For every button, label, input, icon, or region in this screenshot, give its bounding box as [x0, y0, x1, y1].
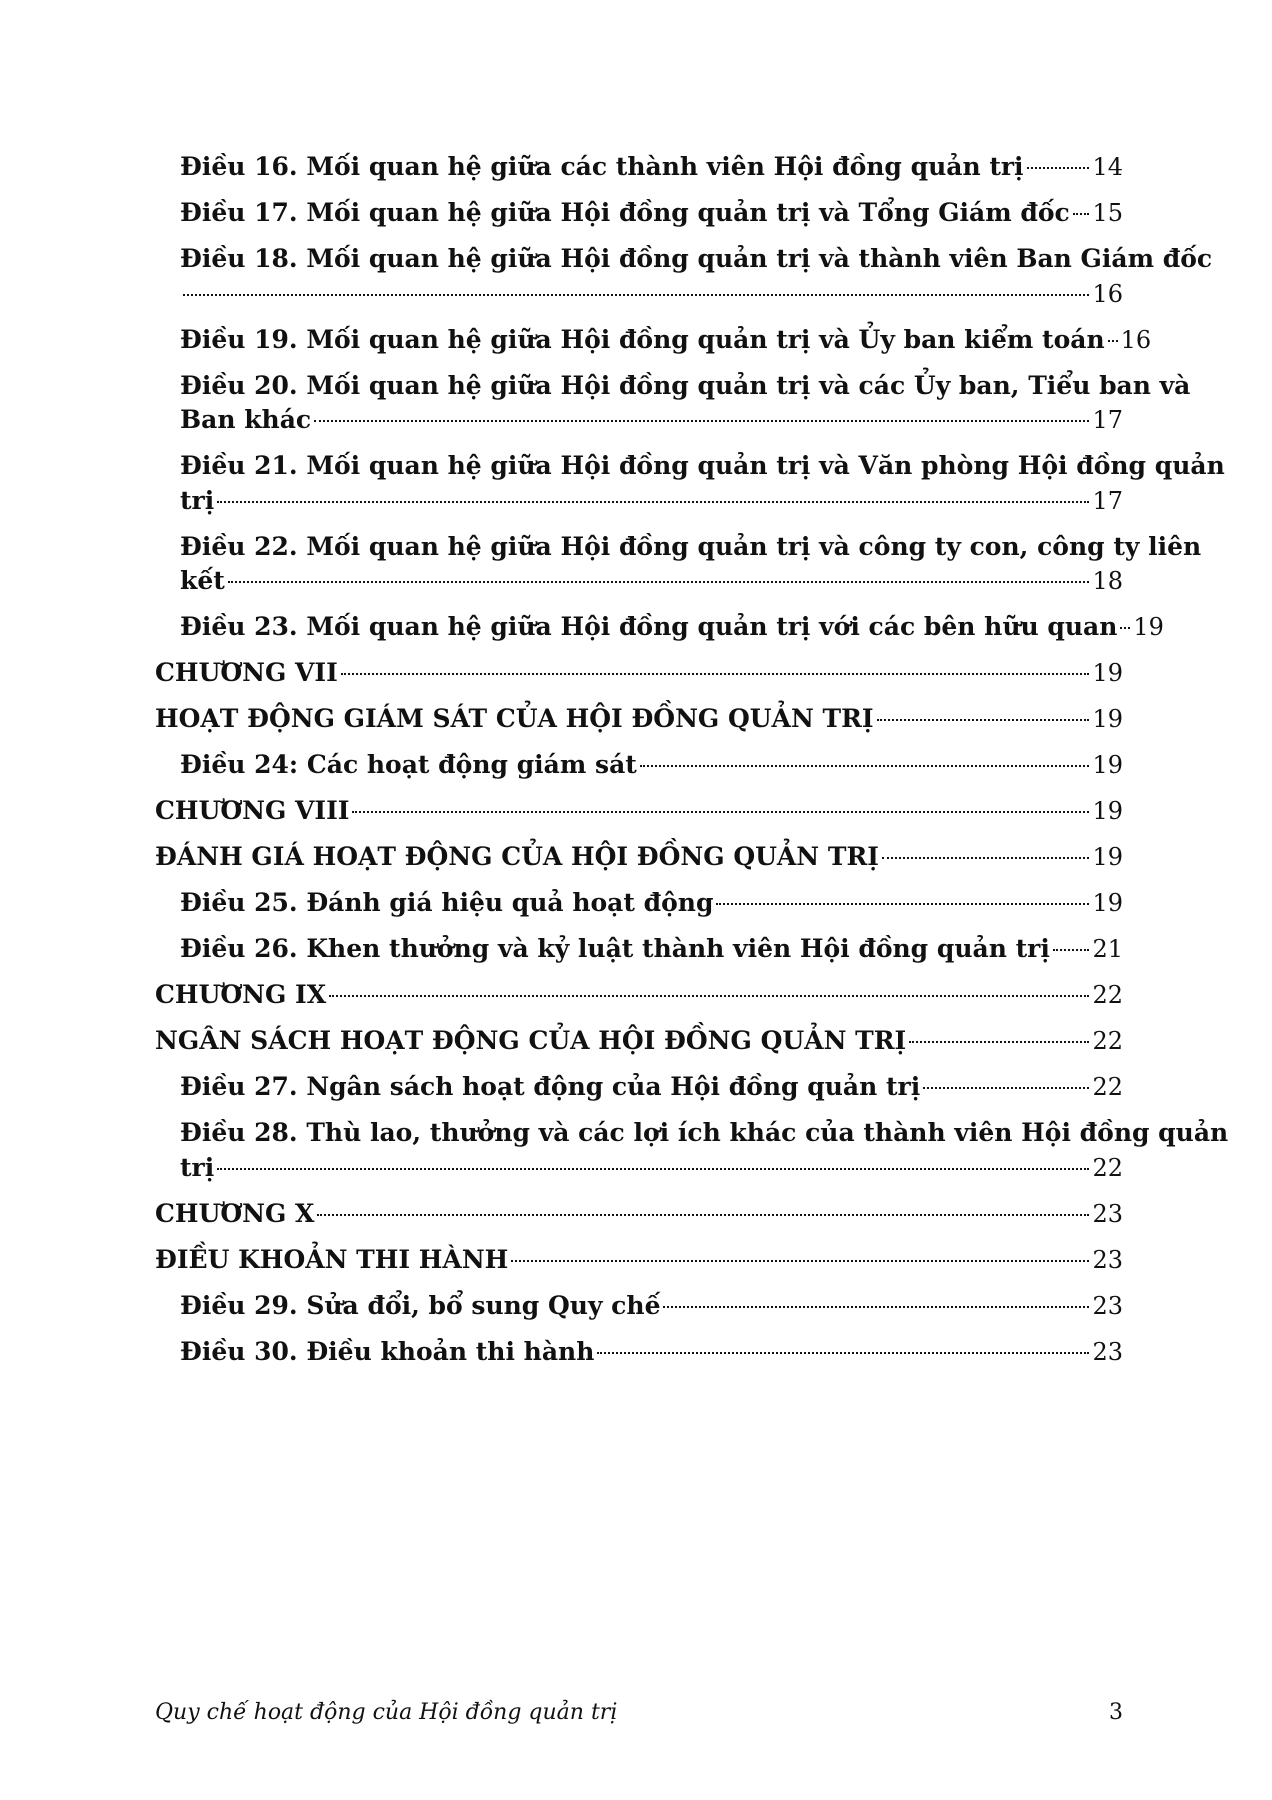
toc-page-number: 19 — [1133, 613, 1164, 641]
toc-entry-title: Điều 30. Điều khoản thi hành — [180, 1336, 595, 1366]
toc-entry[interactable] — [155, 449, 1225, 518]
toc-entry-line — [180, 1070, 1123, 1105]
dot-leader — [663, 1306, 1089, 1308]
toc-entry-title: Điều 29. Sửa đổi, bổ sung Quy chế — [180, 1290, 661, 1320]
toc-entry[interactable] — [155, 1289, 1123, 1324]
toc-entry-line — [180, 150, 1123, 185]
toc-entry-title: Ban khác — [180, 405, 312, 434]
toc-page-number: 17 — [1092, 406, 1123, 434]
toc-entry-title-line: Điều 21. Mối quan hệ giữa Hội đồng quản trị và Văn phòng Hội đồng quản — [180, 451, 1225, 480]
toc-page-number: 19 — [1092, 843, 1123, 871]
toc-entry-line — [180, 1335, 1123, 1370]
toc-entry-title: Điều 25. Đánh giá hiệu quả hoạt động — [180, 888, 714, 917]
toc-page-number: 14 — [1092, 153, 1123, 181]
toc-entry-title: CHƯƠNG X — [155, 1198, 315, 1228]
toc-entry[interactable] — [155, 886, 1123, 921]
toc-entry-title-line: Điều 20. Mối quan hệ giữa Hội đồng quản trị và các Ủy ban, Tiểu ban và — [180, 370, 1191, 400]
toc-page-number: 23 — [1092, 1337, 1123, 1366]
toc-entry-line — [180, 1289, 1123, 1324]
dot-leader — [183, 294, 1089, 296]
dot-leader — [1120, 627, 1130, 629]
toc-page-number: 17 — [1092, 486, 1123, 515]
dot-leader — [923, 1087, 1089, 1089]
dot-leader — [882, 857, 1090, 859]
dot-leader — [317, 1214, 1089, 1216]
toc-entry[interactable] — [155, 932, 1123, 967]
toc-page-number: 16 — [1092, 279, 1123, 308]
dot-leader — [217, 1168, 1089, 1170]
toc-entry-line — [155, 1243, 1123, 1278]
toc-page-number: 22 — [1092, 1027, 1123, 1055]
toc-entry[interactable] — [155, 656, 1123, 691]
toc-page-number: 23 — [1092, 1245, 1123, 1274]
toc-entry[interactable] — [155, 1335, 1123, 1370]
toc-entry[interactable] — [155, 530, 1202, 599]
toc-entry-line — [180, 748, 1123, 783]
table-of-contents — [155, 150, 1229, 1381]
toc-page-number: 19 — [1092, 705, 1123, 733]
page-footer — [155, 1700, 1123, 1725]
dot-leader — [228, 581, 1090, 583]
toc-page-number: 23 — [1092, 1199, 1123, 1228]
toc-entry-title-line: Điều 22. Mối quan hệ giữa Hội đồng quản trị và công ty con, công ty liên — [180, 531, 1202, 561]
toc-entry-title: Điều 23. Mối quan hệ giữa Hội đồng quản trị với các bên hữu quan — [180, 612, 1118, 641]
toc-entry-title: CHƯƠNG VIII — [155, 796, 350, 825]
toc-entry-title: Điều 17. Mối quan hệ giữa Hội đồng quản trị và Tổng Giám đốc — [180, 198, 1070, 227]
dot-leader — [1027, 167, 1090, 169]
toc-page-number: 15 — [1092, 199, 1123, 227]
toc-entry[interactable] — [155, 1197, 1123, 1232]
toc-entry-title-line: Điều 28. Thù lao, thưởng và các lợi ích khác của thành viên Hội đồng quản — [180, 1118, 1229, 1147]
toc-entry-title: Điều 26. Khen thưởng và kỷ luật thành viên Hội đồng quản trị — [180, 934, 1050, 963]
footer-page-number: 3 — [1109, 1700, 1123, 1725]
toc-page-number: 19 — [1092, 659, 1123, 687]
dot-leader — [716, 903, 1089, 905]
toc-entry-title: ĐÁNH GIÁ HOẠT ĐỘNG CỦA HỘI ĐỒNG QUẢN TRỊ — [155, 842, 879, 871]
dot-leader — [511, 1260, 1089, 1262]
toc-entry-title: CHƯƠNG IX — [155, 980, 327, 1009]
toc-entry-title: HOẠT ĐỘNG GIÁM SÁT CỦA HỘI ĐỒNG QUẢN TRỊ — [155, 704, 874, 733]
toc-entry-title: Điều 19. Mối quan hệ giữa Hội đồng quản trị và Ủy ban kiểm toán — [180, 324, 1105, 354]
toc-entry[interactable] — [155, 196, 1123, 231]
toc-page-number: 19 — [1092, 797, 1123, 825]
dot-leader — [314, 420, 1089, 422]
toc-entry[interactable] — [155, 840, 1123, 875]
toc-page-number: 23 — [1092, 1291, 1123, 1320]
toc-entry-line — [155, 1197, 1123, 1232]
toc-entry-line — [155, 656, 1123, 691]
toc-page-number: 19 — [1092, 889, 1123, 917]
toc-entry-line — [180, 277, 1123, 312]
dot-leader — [217, 501, 1089, 503]
footer-document-title: Quy chế hoạt động của Hội đồng quản trị — [155, 1700, 618, 1725]
toc-page-number: 22 — [1092, 1073, 1123, 1101]
toc-entry-line — [180, 886, 1123, 921]
dot-leader — [877, 719, 1090, 721]
toc-entry-line — [180, 196, 1123, 231]
toc-entry-title: Điều 24: Các hoạt động giám sát — [180, 750, 637, 779]
toc-entry[interactable] — [155, 794, 1123, 829]
toc-page-number: 19 — [1092, 751, 1123, 779]
toc-entry[interactable] — [155, 748, 1123, 783]
toc-entry[interactable] — [155, 978, 1123, 1013]
toc-entry-line — [180, 932, 1123, 967]
toc-entry[interactable] — [155, 150, 1123, 185]
toc-entry-title: kết — [180, 566, 225, 595]
toc-entry-title: Điều 27. Ngân sách hoạt động của Hội đồng quản trị — [180, 1072, 921, 1101]
toc-entry[interactable] — [155, 1070, 1123, 1105]
toc-entry-line — [180, 564, 1123, 599]
toc-entry[interactable] — [155, 702, 1123, 737]
dot-leader — [597, 1352, 1089, 1354]
toc-entry-title: CHƯƠNG VII — [155, 658, 338, 687]
toc-entry-line — [155, 702, 1123, 737]
toc-entry[interactable] — [155, 323, 1152, 358]
toc-entry-line — [180, 323, 1152, 358]
toc-entry-line — [155, 1024, 1123, 1059]
toc-page-number: 22 — [1092, 1153, 1123, 1182]
toc-page-number: 21 — [1092, 935, 1123, 963]
dot-leader — [909, 1041, 1089, 1043]
toc-entry-title: trị — [180, 485, 215, 515]
dot-leader — [1073, 213, 1090, 215]
toc-entry-title: Điều 16. Mối quan hệ giữa các thành viên Hội đồng quản trị — [180, 152, 1024, 181]
toc-entry-line — [155, 840, 1123, 875]
toc-entry-title: trị — [180, 1152, 215, 1182]
toc-entry[interactable] — [155, 610, 1164, 645]
toc-entry[interactable] — [155, 1024, 1123, 1059]
dot-leader — [1053, 949, 1090, 951]
toc-entry-line — [155, 794, 1123, 829]
toc-entry[interactable] — [155, 1243, 1123, 1278]
toc-entry[interactable] — [155, 1116, 1229, 1185]
toc-entry-line — [180, 403, 1123, 438]
toc-page-number: 22 — [1092, 981, 1123, 1009]
toc-entry[interactable] — [155, 369, 1191, 438]
toc-entry-title-line: Điều 18. Mối quan hệ giữa Hội đồng quản trị và thành viên Ban Giám đốc — [180, 244, 1213, 273]
dot-leader — [341, 673, 1090, 675]
toc-entry-line — [155, 978, 1123, 1013]
dot-leader — [640, 765, 1090, 767]
toc-entry[interactable] — [155, 242, 1213, 311]
toc-page-number: 16 — [1120, 325, 1152, 354]
dot-leader — [352, 811, 1089, 813]
dot-leader — [1108, 340, 1118, 342]
toc-entry-title: NGÂN SÁCH HOẠT ĐỘNG CỦA HỘI ĐỒNG QUẢN TRỊ — [155, 1026, 907, 1055]
toc-page-number: 18 — [1092, 567, 1123, 595]
toc-entry-line — [180, 484, 1123, 519]
toc-entry-line — [180, 1151, 1123, 1186]
toc-entry-line — [180, 610, 1164, 645]
toc-entry-title: ĐIỀU KHOẢN THI HÀNH — [155, 1244, 509, 1274]
dot-leader — [329, 995, 1089, 997]
